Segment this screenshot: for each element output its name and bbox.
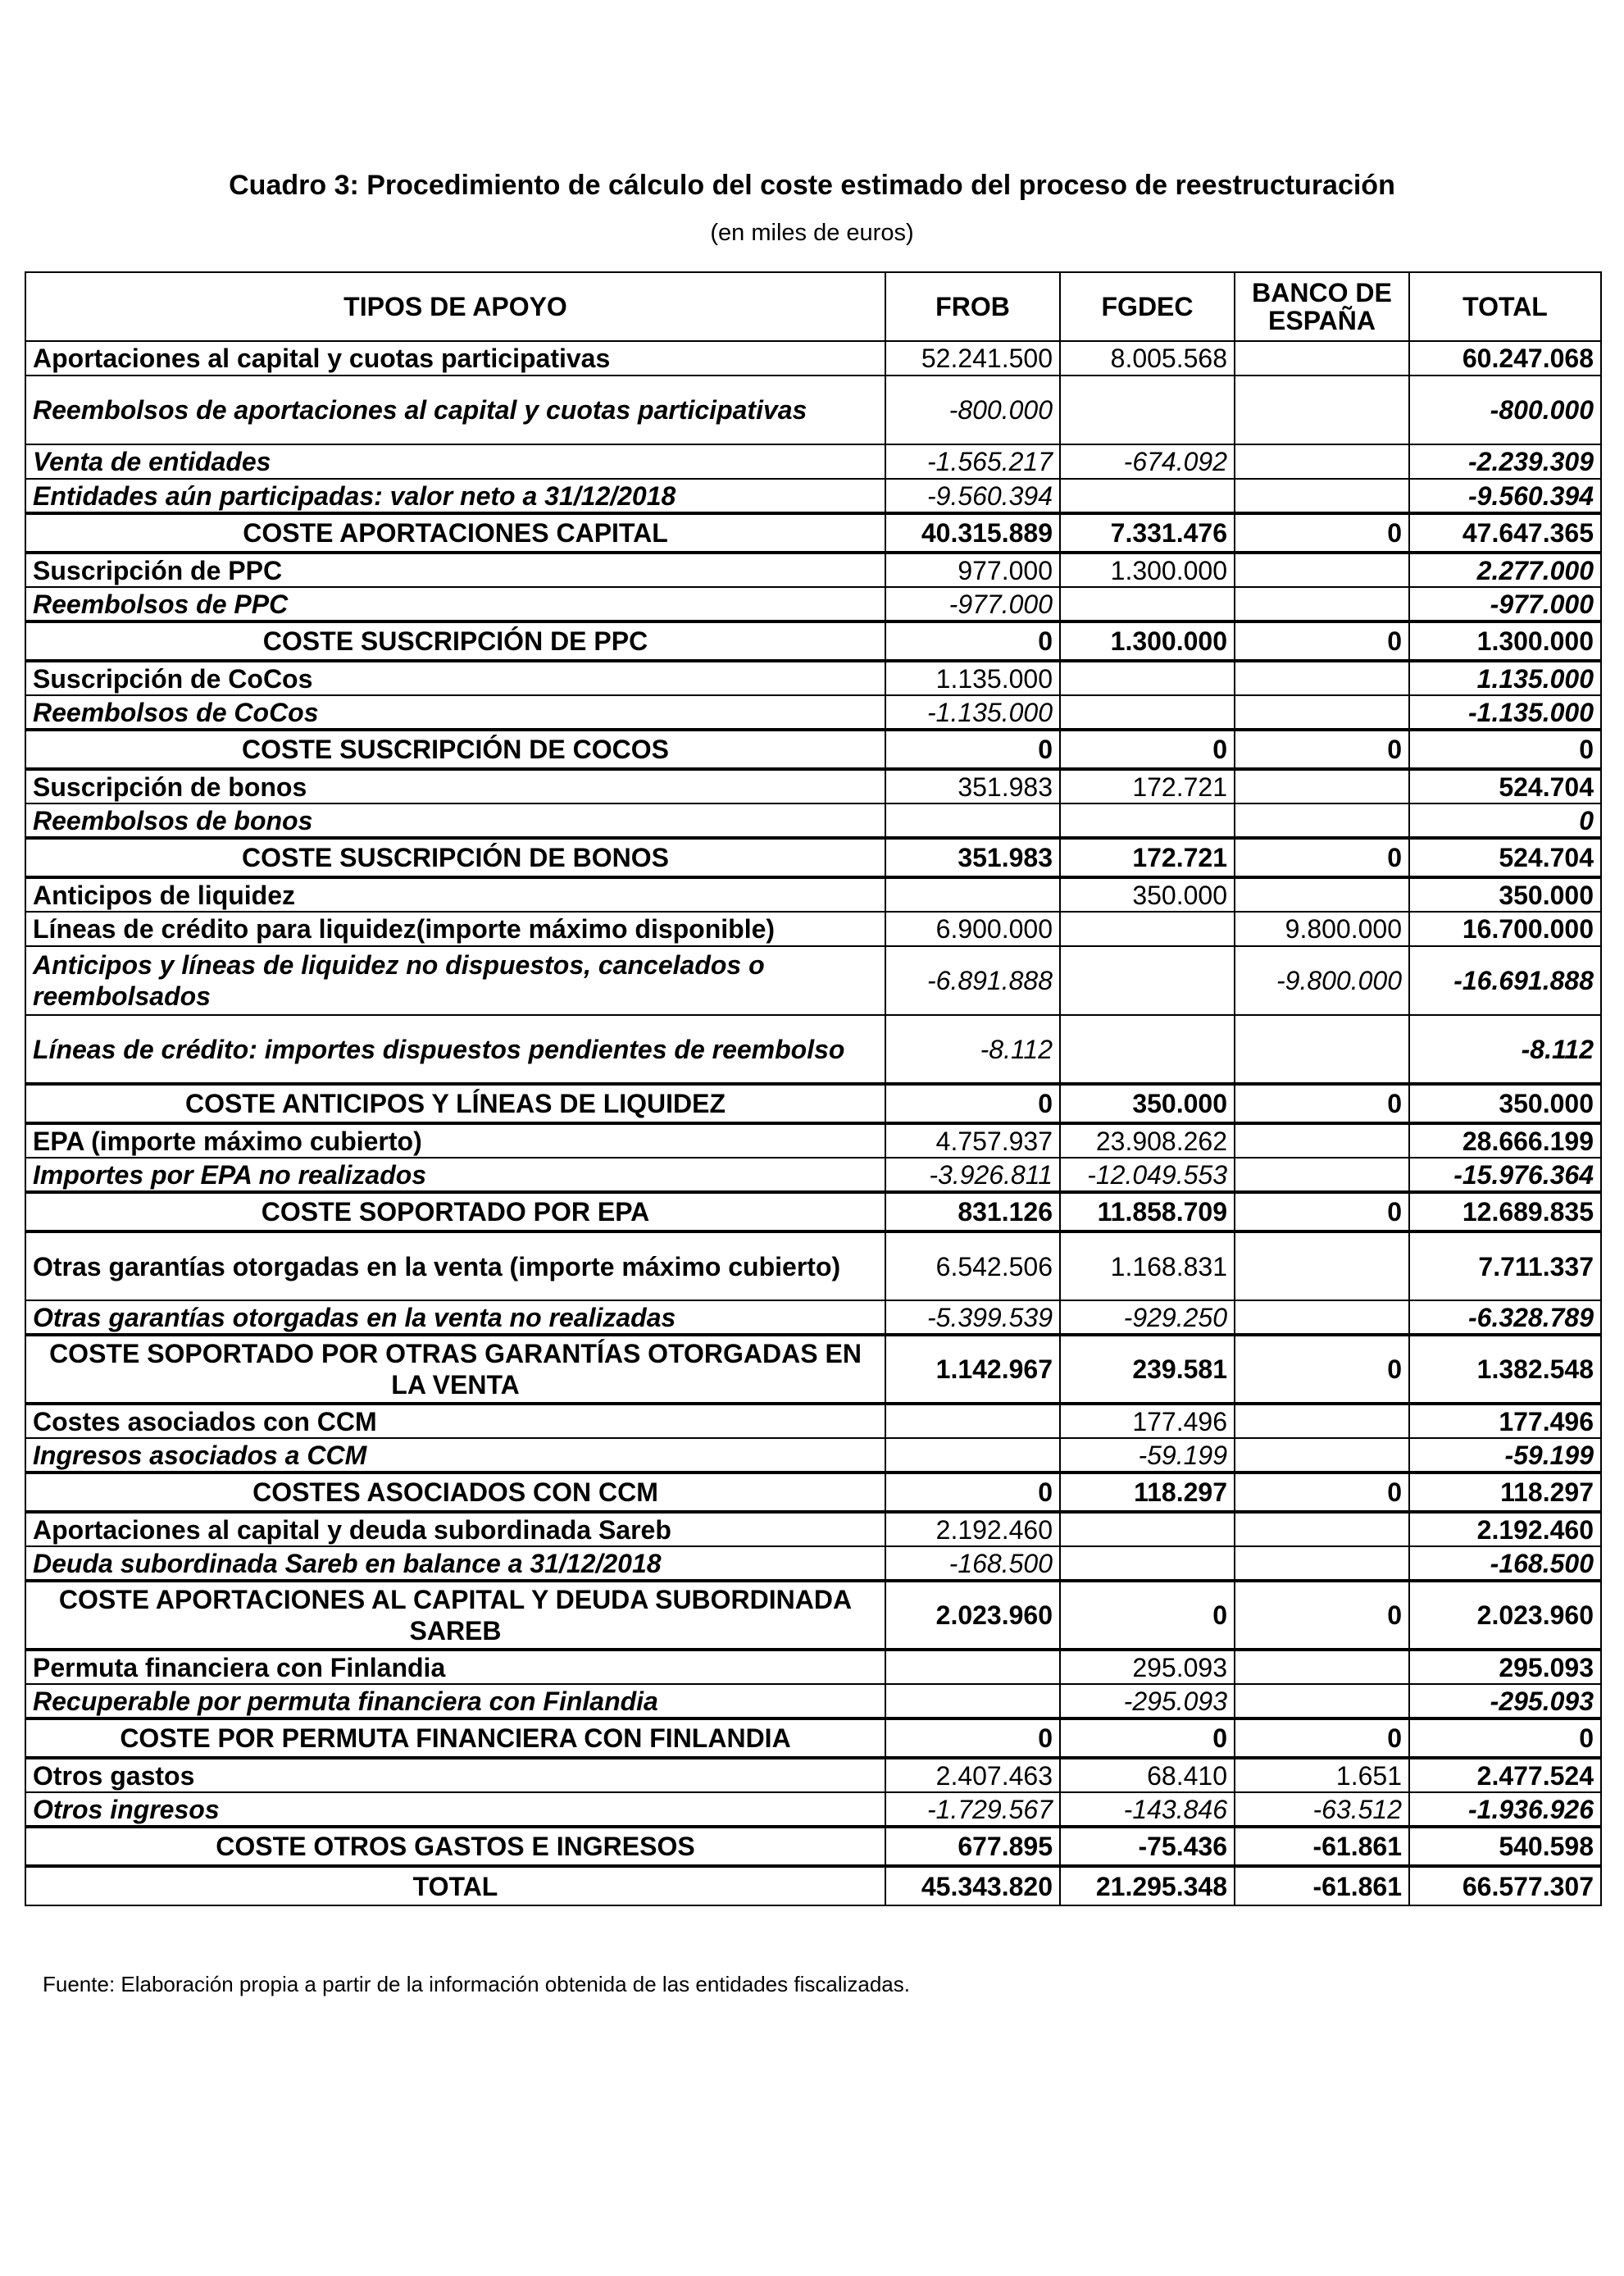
cell-fgdec: 295.093 [1060, 1650, 1235, 1684]
row-label: Líneas de crédito para liquidez(importe máximo disponible) [25, 912, 885, 946]
cell-fgdec [1060, 661, 1235, 695]
cell-fgdec: 350.000 [1060, 877, 1235, 912]
cell-banco-espana: -63.512 [1235, 1792, 1409, 1827]
cell-fgdec: 23.908.262 [1060, 1123, 1235, 1158]
cell-banco-espana [1235, 341, 1409, 376]
row-label: COSTE ANTICIPOS Y LÍNEAS DE LIQUIDEZ [25, 1084, 885, 1123]
cell-total: -59.199 [1409, 1438, 1601, 1473]
cell-banco-espana: 0 [1235, 730, 1409, 769]
table-row [25, 1300, 1601, 1335]
cell-banco-espana [1235, 1404, 1409, 1438]
table-row [25, 479, 1601, 513]
row-label: COSTE SOPORTADO POR EPA [25, 1192, 885, 1231]
cell-banco-espana [1235, 479, 1409, 513]
cell-total: 60.247.068 [1409, 341, 1601, 376]
cell-total: 350.000 [1409, 1084, 1601, 1123]
row-label: COSTE APORTACIONES AL CAPITAL Y DEUDA SUBORDINADA SAREB [25, 1581, 885, 1650]
cell-total: 0 [1409, 803, 1601, 838]
table-row [25, 1684, 1601, 1718]
cell-frob: 677.895 [885, 1827, 1060, 1866]
cell-fgdec [1060, 479, 1235, 513]
cell-banco-espana [1235, 553, 1409, 587]
cell-fgdec [1060, 695, 1235, 730]
cell-total: -8.112 [1409, 1015, 1601, 1084]
cell-total: 524.704 [1409, 838, 1601, 877]
cell-fgdec [1060, 946, 1235, 1015]
row-label: Reembolsos de PPC [25, 587, 885, 621]
cell-frob: -6.891.888 [885, 946, 1060, 1015]
cell-fgdec: 0 [1060, 1718, 1235, 1758]
cell-frob: 40.315.889 [885, 513, 1060, 553]
table-row [25, 730, 1601, 769]
cell-total: 1.300.000 [1409, 621, 1601, 661]
cell-fgdec [1060, 1546, 1235, 1581]
cell-banco-espana: 0 [1235, 1335, 1409, 1404]
table-row [25, 1512, 1601, 1546]
table-row [25, 1335, 1601, 1404]
cell-banco-espana [1235, 1158, 1409, 1192]
row-label: COSTE SOPORTADO POR OTRAS GARANTÍAS OTORGADAS EN LA VENTA [25, 1335, 885, 1404]
row-label: Permuta financiera con Finlandia [25, 1650, 885, 1684]
table-row [25, 1758, 1601, 1792]
cell-total: 7.711.337 [1409, 1231, 1601, 1300]
table-row [25, 838, 1601, 877]
cell-frob: -3.926.811 [885, 1158, 1060, 1192]
cell-frob: -168.500 [885, 1546, 1060, 1581]
row-label: COSTE APORTACIONES CAPITAL [25, 513, 885, 553]
row-label: Otros gastos [25, 1758, 885, 1792]
cell-banco-espana: -9.800.000 [1235, 946, 1409, 1015]
cell-frob [885, 1650, 1060, 1684]
cell-banco-espana: -61.861 [1235, 1827, 1409, 1866]
cell-fgdec: 8.005.568 [1060, 341, 1235, 376]
row-label: Suscripción de PPC [25, 553, 885, 587]
cell-fgdec: 0 [1060, 1581, 1235, 1650]
cell-frob: 2.192.460 [885, 1512, 1060, 1546]
cell-banco-espana [1235, 1231, 1409, 1300]
row-label: Anticipos de liquidez [25, 877, 885, 912]
cell-frob [885, 877, 1060, 912]
cell-fgdec: 1.300.000 [1060, 553, 1235, 587]
cell-banco-espana [1235, 376, 1409, 444]
row-label: Importes por EPA no realizados [25, 1158, 885, 1192]
cell-banco-espana [1235, 661, 1409, 695]
table-row [25, 1866, 1601, 1905]
cell-banco-espana [1235, 769, 1409, 803]
row-label: Suscripción de CoCos [25, 661, 885, 695]
row-label: Aportaciones al capital y cuotas participativas [25, 341, 885, 376]
cell-fgdec: -12.049.553 [1060, 1158, 1235, 1192]
row-label: Entidades aún participadas: valor neto a 31/12/2018 [25, 479, 885, 513]
row-label: COSTE POR PERMUTA FINANCIERA CON FINLANDIA [25, 1718, 885, 1758]
cell-banco-espana: 0 [1235, 1192, 1409, 1231]
cell-banco-espana [1235, 877, 1409, 912]
cell-total: 0 [1409, 730, 1601, 769]
row-label: Reembolsos de aportaciones al capital y cuotas participativas [25, 376, 885, 444]
table-row [25, 553, 1601, 587]
table-row [25, 695, 1601, 730]
cell-banco-espana: 0 [1235, 1718, 1409, 1758]
table-row [25, 1192, 1601, 1231]
cell-fgdec: 350.000 [1060, 1084, 1235, 1123]
table-row [25, 1123, 1601, 1158]
table-row [25, 877, 1601, 912]
cell-banco-espana [1235, 1438, 1409, 1473]
row-label: COSTE SUSCRIPCIÓN DE PPC [25, 621, 885, 661]
table-subtitle: (en miles de euros) [710, 220, 914, 246]
cell-fgdec: -59.199 [1060, 1438, 1235, 1473]
cell-fgdec: -75.436 [1060, 1827, 1235, 1866]
cell-frob: 6.900.000 [885, 912, 1060, 946]
cell-fgdec: 172.721 [1060, 838, 1235, 877]
cost-table [25, 271, 1602, 1906]
cell-fgdec: -143.846 [1060, 1792, 1235, 1827]
cell-frob: -1.565.217 [885, 444, 1060, 479]
cell-fgdec [1060, 587, 1235, 621]
cell-banco-espana: 0 [1235, 621, 1409, 661]
cell-frob [885, 1684, 1060, 1718]
cell-frob: 977.000 [885, 553, 1060, 587]
row-label: Otras garantías otorgadas en la venta no realizadas [25, 1300, 885, 1335]
table-row [25, 1438, 1601, 1473]
cell-fgdec: 239.581 [1060, 1335, 1235, 1404]
cell-frob: 45.343.820 [885, 1866, 1060, 1905]
cell-banco-espana [1235, 1512, 1409, 1546]
cell-fgdec: 21.295.348 [1060, 1866, 1235, 1905]
cell-banco-espana: 0 [1235, 1581, 1409, 1650]
cell-fgdec: 1.300.000 [1060, 621, 1235, 661]
cell-frob: 0 [885, 730, 1060, 769]
cell-fgdec: -674.092 [1060, 444, 1235, 479]
cell-fgdec: 11.858.709 [1060, 1192, 1235, 1231]
header-tipos: TIPOS DE APOYO [25, 272, 885, 341]
cell-total: 2.277.000 [1409, 553, 1601, 587]
table-row [25, 376, 1601, 444]
table-row [25, 946, 1601, 1015]
row-label: Anticipos y líneas de liquidez no dispuestos, cancelados o reembolsados [25, 946, 885, 1015]
row-label: COSTE SUSCRIPCIÓN DE BONOS [25, 838, 885, 877]
cell-total: 177.496 [1409, 1404, 1601, 1438]
row-label: COSTE OTROS GASTOS E INGRESOS [25, 1827, 885, 1866]
cell-total: 1.382.548 [1409, 1335, 1601, 1404]
cell-total: -2.239.309 [1409, 444, 1601, 479]
row-label: Reembolsos de CoCos [25, 695, 885, 730]
cell-frob: -5.399.539 [885, 1300, 1060, 1335]
table-row [25, 803, 1601, 838]
cell-total: -9.560.394 [1409, 479, 1601, 513]
cell-banco-espana: 0 [1235, 1084, 1409, 1123]
cell-banco-espana: 9.800.000 [1235, 912, 1409, 946]
cell-banco-espana [1235, 1546, 1409, 1581]
cell-fgdec: -929.250 [1060, 1300, 1235, 1335]
row-label: Otras garantías otorgadas en la venta (importe máximo cubierto) [25, 1231, 885, 1300]
table-row [25, 1546, 1601, 1581]
table-row [25, 341, 1601, 376]
header-frob: FROB [885, 272, 1060, 341]
cell-fgdec: 7.331.476 [1060, 513, 1235, 553]
cell-frob: 52.241.500 [885, 341, 1060, 376]
cell-total: 2.192.460 [1409, 1512, 1601, 1546]
cell-total: -16.691.888 [1409, 946, 1601, 1015]
cell-total: -15.976.364 [1409, 1158, 1601, 1192]
cell-total: -6.328.789 [1409, 1300, 1601, 1335]
table-row [25, 912, 1601, 946]
cell-banco-espana: -61.861 [1235, 1866, 1409, 1905]
cell-banco-espana: 0 [1235, 1473, 1409, 1512]
cell-banco-espana [1235, 1650, 1409, 1684]
cell-frob: -800.000 [885, 376, 1060, 444]
cell-total: 2.023.960 [1409, 1581, 1601, 1650]
cell-total: 12.689.835 [1409, 1192, 1601, 1231]
table-row [25, 1827, 1601, 1866]
cell-total: 1.135.000 [1409, 661, 1601, 695]
table-row [25, 1792, 1601, 1827]
cell-fgdec [1060, 912, 1235, 946]
cell-frob: 0 [885, 1084, 1060, 1123]
cell-frob: -1.135.000 [885, 695, 1060, 730]
table-row [25, 769, 1601, 803]
cell-frob: -8.112 [885, 1015, 1060, 1084]
header-banco-espana: BANCO DE ESPAÑA [1235, 272, 1409, 341]
row-label: Líneas de crédito: importes dispuestos pendientes de reembolso [25, 1015, 885, 1084]
table-row [25, 1404, 1601, 1438]
cell-banco-espana [1235, 1123, 1409, 1158]
cell-total: -977.000 [1409, 587, 1601, 621]
cell-banco-espana [1235, 803, 1409, 838]
table-row [25, 513, 1601, 553]
header-fgdec: FGDEC [1060, 272, 1235, 341]
cell-fgdec: 172.721 [1060, 769, 1235, 803]
cell-total: 295.093 [1409, 1650, 1601, 1684]
row-label: Ingresos asociados a CCM [25, 1438, 885, 1473]
cell-fgdec: -295.093 [1060, 1684, 1235, 1718]
cell-frob: 6.542.506 [885, 1231, 1060, 1300]
cell-frob: 351.983 [885, 769, 1060, 803]
row-label: EPA (importe máximo cubierto) [25, 1123, 885, 1158]
table-row [25, 1718, 1601, 1758]
cell-frob: 1.135.000 [885, 661, 1060, 695]
source-note: Fuente: Elaboración propia a partir de la información obtenida de las entidades fiscalizadas. [43, 1972, 910, 1996]
cell-total: 2.477.524 [1409, 1758, 1601, 1792]
cell-frob: 4.757.937 [885, 1123, 1060, 1158]
table-row [25, 1473, 1601, 1512]
cell-total: 0 [1409, 1718, 1601, 1758]
header-total: TOTAL [1409, 272, 1601, 341]
cell-total: 66.577.307 [1409, 1866, 1601, 1905]
cell-total: 16.700.000 [1409, 912, 1601, 946]
cell-frob: 0 [885, 1473, 1060, 1512]
cell-frob: -1.729.567 [885, 1792, 1060, 1827]
cell-fgdec: 0 [1060, 730, 1235, 769]
table-row [25, 1231, 1601, 1300]
table-row [25, 1581, 1601, 1650]
row-label: TOTAL [25, 1866, 885, 1905]
cell-fgdec: 177.496 [1060, 1404, 1235, 1438]
cell-banco-espana: 0 [1235, 513, 1409, 553]
cell-frob: 2.023.960 [885, 1581, 1060, 1650]
cell-fgdec: 1.168.831 [1060, 1231, 1235, 1300]
cell-fgdec [1060, 1512, 1235, 1546]
cell-fgdec: 68.410 [1060, 1758, 1235, 1792]
table-title: Cuadro 3: Procedimiento de cálculo del coste estimado del proceso de reestructuración [229, 170, 1395, 201]
cell-total: 47.647.365 [1409, 513, 1601, 553]
cell-frob: 0 [885, 1718, 1060, 1758]
cell-total: 28.666.199 [1409, 1123, 1601, 1158]
row-label: Aportaciones al capital y deuda subordinada Sareb [25, 1512, 885, 1546]
cell-frob: -9.560.394 [885, 479, 1060, 513]
cell-total: -1.135.000 [1409, 695, 1601, 730]
cell-banco-espana [1235, 1300, 1409, 1335]
cell-banco-espana [1235, 587, 1409, 621]
cell-fgdec [1060, 1015, 1235, 1084]
cell-frob [885, 1438, 1060, 1473]
row-label: Otros ingresos [25, 1792, 885, 1827]
cell-frob [885, 1404, 1060, 1438]
cell-total: -295.093 [1409, 1684, 1601, 1718]
row-label: Recuperable por permuta financiera con Finlandia [25, 1684, 885, 1718]
cell-fgdec [1060, 803, 1235, 838]
cell-frob [885, 803, 1060, 838]
cell-banco-espana [1235, 695, 1409, 730]
row-label: Suscripción de bonos [25, 769, 885, 803]
table-row [25, 444, 1601, 479]
table-row [25, 587, 1601, 621]
cell-total: 118.297 [1409, 1473, 1601, 1512]
cell-frob: 831.126 [885, 1192, 1060, 1231]
cell-total: 540.598 [1409, 1827, 1601, 1866]
cell-frob: 1.142.967 [885, 1335, 1060, 1404]
cell-frob: 351.983 [885, 838, 1060, 877]
cell-total: 524.704 [1409, 769, 1601, 803]
row-label: Deuda subordinada Sareb en balance a 31/12/2018 [25, 1546, 885, 1581]
cell-total: -800.000 [1409, 376, 1601, 444]
cell-total: -168.500 [1409, 1546, 1601, 1581]
cell-fgdec [1060, 376, 1235, 444]
cell-banco-espana: 0 [1235, 838, 1409, 877]
cell-frob: 0 [885, 621, 1060, 661]
table-row [25, 1084, 1601, 1123]
row-label: COSTE SUSCRIPCIÓN DE COCOS [25, 730, 885, 769]
table-row [25, 621, 1601, 661]
table-row [25, 1650, 1601, 1684]
cell-banco-espana [1235, 1684, 1409, 1718]
cell-banco-espana: 1.651 [1235, 1758, 1409, 1792]
table-row [25, 1015, 1601, 1084]
row-label: Costes asociados con CCM [25, 1404, 885, 1438]
row-label: Reembolsos de bonos [25, 803, 885, 838]
cell-frob: -977.000 [885, 587, 1060, 621]
row-label: Venta de entidades [25, 444, 885, 479]
cell-fgdec: 118.297 [1060, 1473, 1235, 1512]
cell-banco-espana [1235, 444, 1409, 479]
cell-banco-espana [1235, 1015, 1409, 1084]
row-label: COSTES ASOCIADOS CON CCM [25, 1473, 885, 1512]
table-row [25, 1158, 1601, 1192]
table-row [25, 661, 1601, 695]
cell-total: 350.000 [1409, 877, 1601, 912]
table-body [25, 341, 1601, 1905]
cell-frob: 2.407.463 [885, 1758, 1060, 1792]
cell-total: -1.936.926 [1409, 1792, 1601, 1827]
